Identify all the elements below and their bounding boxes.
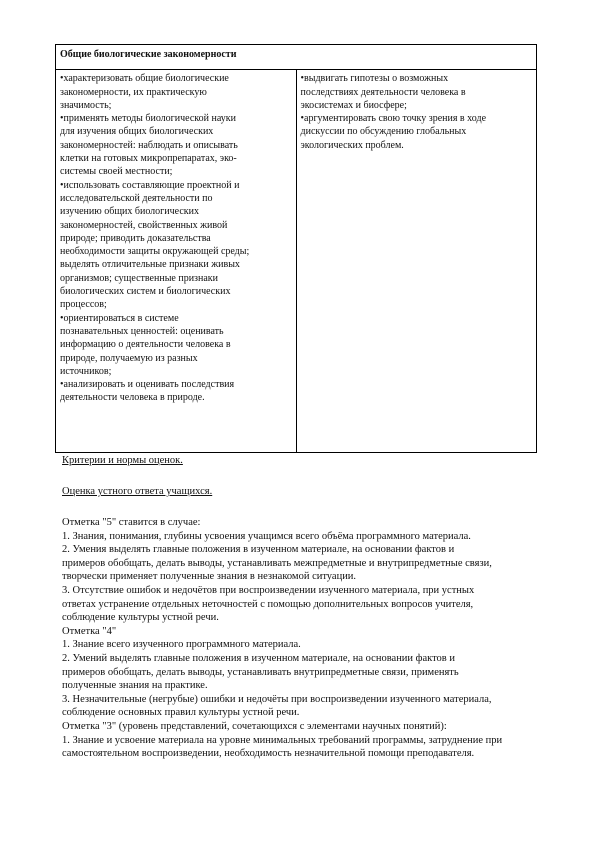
text-line: 2. Умений выделять главные положения в изученном материале, на основании фактов и [62,652,456,664]
table-cell-line: исследовательской деятельности по [60,192,213,204]
table-cell-line: закономерности, их практическую [60,86,207,98]
table-cell-line: последствиях деятельности человека в [300,86,466,98]
text-line: 1. Знание и усвоение материала на уровне минимальных требований программы, затруднение при [62,734,503,746]
competency-table [55,44,537,453]
table-cell-line: информацию о деятельности человека в [60,339,231,351]
table-cell-line: экосистемах и биосфере; [300,99,407,111]
table-cell-line: природе, получаемую из разных [60,352,198,364]
table-cell-line: деятельности человека в природе. [60,392,205,404]
table-cell-line: •аргументировать свою точку зрения в ходе [300,113,487,125]
table-left-column [56,70,297,453]
table-cell-line: закономерностей, свойственных живой [60,219,228,231]
table-cell-line: познавательных ценностей: оценивать [60,325,224,337]
table-header: Общие биологические закономерности [56,45,537,70]
text-line: 2. Умения выделять главные положения в изученном материале, на основании фактов и [62,544,455,556]
text-line: соблюдение основных правил культуры устной речи. [62,707,300,719]
table-cell-line: клетки на готовых микропрепаратах, эко- [60,153,237,165]
table-cell-line: •ориентироваться в системе [60,312,179,324]
table-cell-line: дискуссии по обсуждению глобальных [300,126,467,138]
table-cell-line: закономерностей: наблюдать и описывать [60,139,238,151]
criteria-heading: Критерии и нормы оценок. [62,455,183,466]
table-cell-line: •анализировать и оценивать последствия [60,379,235,391]
grading-criteria-text [62,516,532,761]
text-line: 1. Знание всего изученного программного материала. [62,639,301,651]
table-cell-line: изучению общих биологических [60,206,199,218]
text-line: 3. Отсутствие ошибок и недочётов при воспроизведении изученного материала, при устных [62,584,475,596]
table-cell-line: для изучения общих биологических [60,126,214,138]
text-line: примеров обобщать, делать выводы, устанавливать внутрипредметные связи, применять [62,666,459,678]
text-line: полученные знания на практике. [62,680,208,692]
text-line: творчески применяет полученные знания в незнакомой ситуации. [62,571,357,583]
table-cell-line: •выдвигать гипотезы о возможных [300,73,449,85]
text-line: примеров обобщать, делать выводы, устанавливать межпредметные и внутрипредметные связи, [62,557,492,569]
table-right-column [296,70,537,453]
table-cell-line: природе; приводить доказательства [60,232,211,244]
table-cell-line: •использовать составляющие проектной и [60,179,240,191]
text-line: 3. Незначительные (негрубые) ошибки и недочёты при воспроизведении изученного материала, [62,693,492,705]
table-cell-line: выделять отличительные признаки живых [60,259,240,271]
table-cell-line: необходимости защиты окружающей среды; [60,246,250,258]
table-cell-line: экологических проблем. [300,139,404,151]
table-cell-line: организмов; существенные признаки [60,272,218,284]
text-line: ответах устранение отдельных неточностей с помощью дополнительных вопросов учителя, [62,598,474,610]
text-line: самостоятельном воспроизведении, необходимость незначительной помощи преподавателя. [62,748,475,760]
table-cell-line: процессов; [60,299,107,311]
table-cell-line: значимость; [60,99,112,111]
text-line: Отметка "4" [62,625,117,637]
table-cell-line: системы своей местности; [60,166,173,178]
text-line: соблюдение культуры устной речи. [62,612,219,624]
table-cell-line: источников; [60,365,112,377]
text-line: Отметка "5" ставится в случае: [62,517,201,528]
oral-answer-heading: Оценка устного ответа учащихся. [62,486,213,497]
table-cell-line: •характеризовать общие биологические [60,73,229,85]
text-line: Отметка "3" (уровень представлений, сочетающихся с элементами научных понятий): [62,720,447,732]
table-cell-line: •применять методы биологической науки [60,113,236,125]
table-cell-line: биологических систем и биологических [60,286,231,298]
text-line: 1. Знания, понимания, глубины усвоения учащимся всего объёма программного материала. [62,530,471,542]
